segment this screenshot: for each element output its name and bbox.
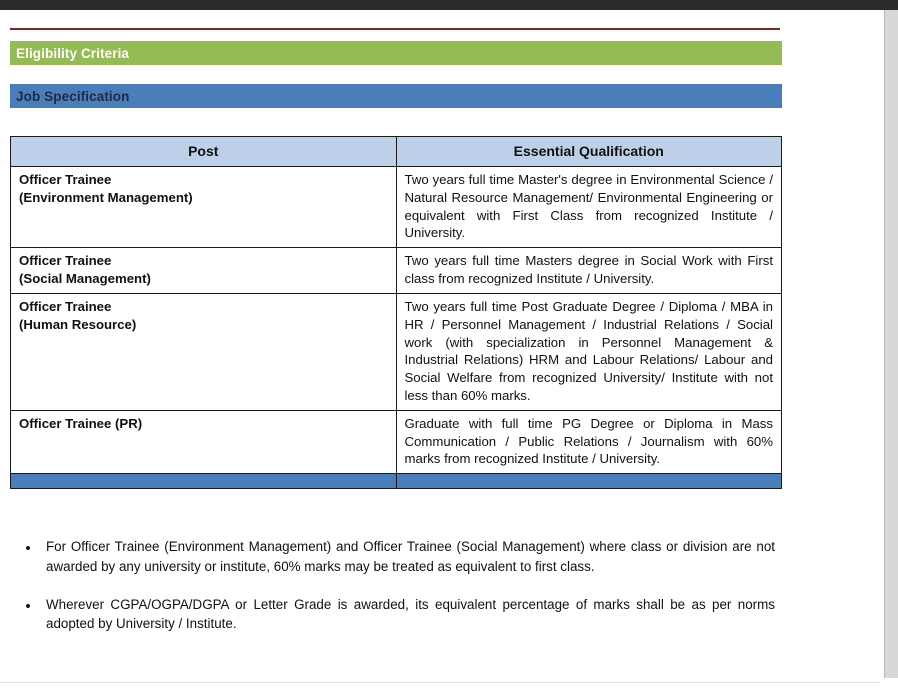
column-header-essential-qualification: Essential Qualification [396,137,782,167]
table-row [11,293,782,410]
table-footer-cell-left [11,474,397,489]
horizontal-rule [10,28,780,30]
table-cell-post [11,248,397,294]
post-name-line: Officer Trainee [19,253,112,269]
notes-list [10,537,785,652]
job-specification-heading-text: Job Specification [16,88,130,104]
bullet-icon: • [25,540,31,557]
page-bottom-edge [0,682,880,699]
page-right-margin-inner [880,10,885,678]
table-footer-band [11,474,782,489]
job-specification-table [10,136,782,489]
table-cell-post [11,167,397,248]
post-discipline-line: (Environment Management) [19,189,193,205]
list-item [10,537,785,577]
post-name-line: Officer Trainee [19,298,112,314]
table-cell-qualification: Two years full time Master's degree in Environmental Science / Natural Resource Management/ Environmental Engineering or equivalent with First Class from recognized Institute / University. [396,167,782,248]
column-header-post: Post [11,137,397,167]
post-discipline-line: (Social Management) [19,271,151,287]
table-cell-qualification: Two years full time Post Graduate Degree / Diploma / MBA in HR / Personnel Management / Industrial Relations / Social work (with specialization in Personnel Management & Industrial Relations) HRM and Labour Relations/ Labour and Social Welfare from recognized University/ Institute with not less than 60% marks. [396,293,782,410]
table-cell-qualification: Graduate with full time PG Degree or Diploma in Mass Communication / Public Relations / Journalism with 60% marks from recognized Institute / University. [396,410,782,473]
bullet-icon: • [25,597,31,615]
table-header-row [11,137,782,167]
post-discipline-line: (Human Resource) [19,316,137,332]
post-name-line: Officer Trainee (PR) [19,415,143,431]
table-row [11,410,782,473]
page-right-margin [880,10,898,678]
note-text: Wherever CGPA/OGPA/DGPA or Letter Grade is awarded, its equivalent percentage of marks shall be as per norms adopted by University / Institute. [46,596,775,632]
table-cell-post [11,293,397,410]
list-item [10,595,785,635]
eligibility-heading-text: Eligibility Criteria [16,45,130,61]
table-cell-post [11,410,397,473]
table-footer-cell-right [396,474,782,489]
table-row [11,248,782,294]
section-heading-eligibility [10,41,782,65]
table-cell-qualification: Two years full time Masters degree in Social Work with First class from recognized Institute / University. [396,248,782,294]
post-name-line: Officer Trainee [19,172,112,187]
document-page [0,10,880,678]
section-heading-job-specification [10,84,782,108]
note-text: For Officer Trainee (Environment Management) and Officer Trainee (Social Management) where class or division are not awarded by any university or institute, 60% marks may be treated as equivalent to first class. [46,539,775,574]
window-top-bar [0,0,898,10]
table-row [11,167,782,248]
